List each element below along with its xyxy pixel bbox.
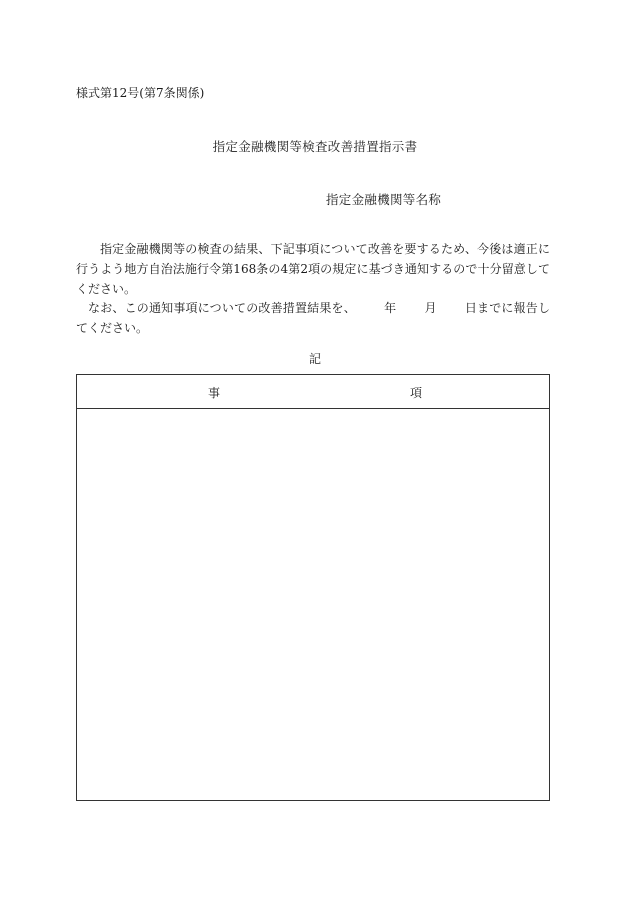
items-table-body bbox=[77, 409, 549, 800]
paragraph-report-request bbox=[76, 298, 550, 338]
items-table-header bbox=[77, 375, 549, 409]
form-number: 様式第12号(第7条関係) bbox=[76, 86, 205, 100]
paragraph-main: 指定金融機関等の検査の結果、下記事項について改善を要するため、今後は適正に行うよう地方自治法施行令第168条の4第2項の規定に基づき通知するので十分留意してください。 bbox=[76, 242, 550, 296]
date-year-label: 年 bbox=[383, 301, 397, 315]
addressee-label: 指定金融機関等名称 bbox=[326, 192, 442, 207]
header-char-kou: 項 bbox=[410, 386, 423, 400]
date-month-label: 月 bbox=[424, 301, 437, 315]
document-title: 指定金融機関等検査改善措置指示書 bbox=[212, 139, 418, 154]
items-table bbox=[76, 374, 550, 801]
ki-heading: 記 bbox=[308, 352, 321, 366]
date-day-suffix: 日までに報告してください。 bbox=[76, 301, 550, 335]
report-request-text: なお、この通知事項についての改善措置結果を、 bbox=[88, 301, 356, 315]
header-char-ji: 事 bbox=[208, 386, 221, 400]
